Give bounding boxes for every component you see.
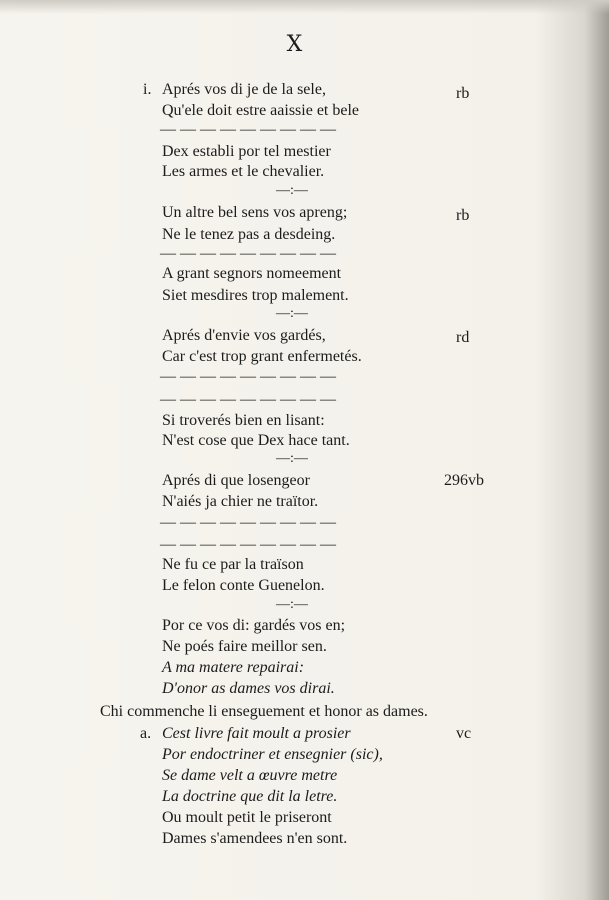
verse-line: Siet mesdires trop malement. xyxy=(162,287,349,304)
verse-line: Ou moult petit le priseront xyxy=(162,809,332,826)
lacuna-dashes: — — — — — — — — — xyxy=(160,368,336,385)
verse-line: Aprés vos di je de la sele, xyxy=(162,81,326,98)
lacuna-dashes: — — — — — — — — — xyxy=(160,245,336,262)
folio-ref: rd xyxy=(456,329,470,346)
verse-line: N'aiés ja chier ne traïtor. xyxy=(162,493,319,510)
verse-line: Aprés di que losengeor xyxy=(162,472,310,489)
item-label: i. xyxy=(143,81,152,98)
verse-line: Dex establi por tel mestier xyxy=(162,143,331,160)
verse-line: Cest livre fait moult a prosier xyxy=(162,725,351,742)
verse-line: D'onor as dames vos dirai. xyxy=(162,680,335,697)
verse-line: Qu'ele doit estre aaissie et bele xyxy=(162,102,360,119)
verse-line: Por endoctriner et ensegnier (sic), xyxy=(162,746,383,763)
folio-ref: vc xyxy=(456,725,472,742)
section-separator: —:— xyxy=(276,183,308,198)
section-separator: —:— xyxy=(276,451,308,466)
page-edge-shadow xyxy=(0,0,609,14)
verse-line: Un altre bel sens vos apreng; xyxy=(162,204,348,221)
lacuna-dashes: — — — — — — — — — xyxy=(160,121,336,138)
section-heading: Chi commenche li enseguement et honor as dames. xyxy=(100,703,428,720)
section-separator: —:— xyxy=(276,306,308,321)
verse-line: N'est cose que Dex hace tant. xyxy=(162,432,350,449)
lacuna-dashes: — — — — — — — — — xyxy=(160,514,336,531)
verse-line: Le felon conte Guenelon. xyxy=(162,577,325,594)
item-label: a. xyxy=(140,725,152,742)
verse-line: La doctrine que dit la letre. xyxy=(162,788,338,805)
verse-line: Se dame velt a œuvre metre xyxy=(162,767,338,784)
folio-ref: rb xyxy=(456,85,470,102)
verse-line: Ne fu ce par la traïson xyxy=(162,556,304,573)
section-separator: —:— xyxy=(276,597,308,612)
verse-line: Dames s'amendees n'en sont. xyxy=(162,830,348,847)
folio-ref: 296vb xyxy=(444,472,484,489)
verse-line: Ne le tenez pas a desdeing. xyxy=(162,226,336,243)
folio-ref: rb xyxy=(456,207,470,224)
page-number: X xyxy=(286,32,304,57)
verse-line: Aprés d'envie vos gardés, xyxy=(162,327,326,344)
lacuna-dashes: — — — — — — — — — xyxy=(160,391,336,408)
verse-line: A grant segnors nomeement xyxy=(162,265,342,282)
verse-line: Ne poés faire meillor sen. xyxy=(162,638,327,655)
verse-line: Por ce vos di: gardés vos en; xyxy=(162,617,346,634)
verse-line: Les armes et le chevalier. xyxy=(162,163,325,180)
verse-line: A ma matere repairai: xyxy=(162,659,305,676)
verse-line: Si troverés bien en lisant: xyxy=(162,412,325,429)
verse-line: Car c'est trop grant enfermetés. xyxy=(162,348,362,365)
lacuna-dashes: — — — — — — — — — xyxy=(160,536,336,553)
